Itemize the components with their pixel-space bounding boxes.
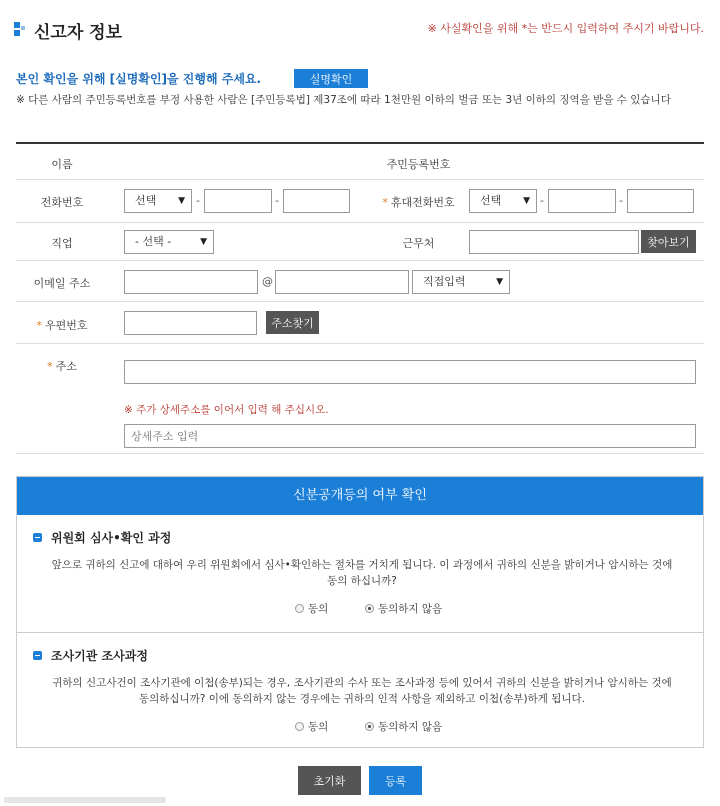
- radio-icon: [295, 604, 304, 613]
- page-header: [14, 18, 704, 44]
- page-title: 신고자 정보: [34, 23, 123, 43]
- zip-input[interactable]: [124, 311, 257, 335]
- verify-text: 본인 확인을 위해 [실명확인]을 진행해 주세요.: [16, 72, 262, 86]
- workplace-input[interactable]: [469, 230, 639, 254]
- radio-checked-icon: [365, 604, 374, 613]
- committee-agree-radio[interactable]: 동의: [295, 601, 328, 616]
- workplace-search-button[interactable]: 찾아보기: [641, 230, 696, 253]
- chevron-down-icon: ▼: [523, 196, 530, 206]
- row-job: [16, 223, 704, 261]
- section-desc: 앞으로 귀하의 신고에 대하여 우리 위원회에서 심사•확인하는 절차를 거치게 됩니다. 이 과정에서 귀하의 신분을 밝히거나 암시하는 것에 동의 하십니까?: [51, 559, 673, 587]
- agency-agree-radio[interactable]: 동의: [295, 719, 328, 734]
- phone-prefix-select[interactable]: 선택 ▼: [124, 189, 192, 213]
- reset-button[interactable]: 초기화: [298, 766, 361, 795]
- minus-square-icon: [33, 651, 42, 660]
- email-label: 이메일 주소: [33, 277, 91, 290]
- minus-square-icon: [33, 533, 42, 542]
- row-name: [16, 144, 704, 180]
- agency-investigation-section: [17, 632, 703, 749]
- reporter-form: [16, 142, 704, 454]
- phone-label: 전화번호: [40, 196, 84, 209]
- mobile-last-input[interactable]: [627, 189, 694, 213]
- section-title: 조사기관 조사과정: [51, 649, 148, 663]
- chevron-down-icon: ▼: [178, 196, 185, 206]
- consent-title: 신분공개등의 여부 확인: [17, 477, 703, 515]
- row-email: [16, 261, 704, 302]
- mobile-middle-input[interactable]: [548, 189, 616, 213]
- row-address: [16, 344, 704, 454]
- chevron-down-icon: ▼: [496, 277, 503, 287]
- real-name-verify-button[interactable]: 실명확인: [294, 69, 368, 88]
- rrn-warning: ※ 다른 사람의 주민등록번호를 부정 사용한 사람은 [주민등록법] 제37조에 따라 1천만원 이하의 벌금 또는 3년 이하의 징역을 받을 수 있습니다: [16, 94, 671, 106]
- email-domain-select[interactable]: 직접입력 ▼: [412, 270, 510, 294]
- committee-review-section: [17, 515, 703, 632]
- title-bullet-icon: [14, 22, 28, 38]
- phone-middle-input[interactable]: [204, 189, 272, 213]
- section-desc: 귀하의 신고사건이 조사기관에 이첩(송부)되는 경우, 조사기관의 수사 또는 조사과정 등에 있어서 귀하의 신분을 밝히거나 암시하는 것에 동의하십니까? 이에 동의하지 않는 경우에는 귀하의 인적 사항을 제외하고 이첩(송부)하게 됩니다.: [52, 677, 672, 705]
- horizontal-scrollbar[interactable]: [4, 797, 166, 803]
- committee-disagree-radio[interactable]: 동의하지 않음: [365, 601, 442, 616]
- name-label: 이름: [51, 158, 73, 171]
- zip-label: * 우편번호: [36, 319, 88, 332]
- detail-address-input[interactable]: [124, 424, 696, 448]
- job-select[interactable]: - 선택 - ▼: [124, 230, 214, 254]
- job-label: 직업: [51, 237, 73, 250]
- row-zip: [16, 302, 704, 344]
- rrn-label: 주민등록번호: [386, 158, 451, 171]
- mobile-prefix-select[interactable]: 선택 ▼: [469, 189, 537, 213]
- chevron-down-icon: ▼: [200, 237, 207, 247]
- address-input[interactable]: [124, 360, 696, 384]
- email-domain-input[interactable]: [275, 270, 409, 294]
- required-notice: ※ 사실확인을 위해 *는 반드시 입력하여 주시기 바랍니다.: [427, 22, 704, 35]
- phone-last-input[interactable]: [283, 189, 350, 213]
- submit-button[interactable]: 등록: [369, 766, 422, 795]
- row-phone: 전화번호 선택 ▼ - - * 휴대전화번호 선택 ▼ - -: [16, 180, 704, 223]
- work-label: 근무처: [402, 237, 435, 250]
- agency-disagree-radio[interactable]: 동의하지 않음: [365, 719, 442, 734]
- radio-icon: [295, 722, 304, 731]
- address-label: * 주소: [47, 360, 77, 373]
- mobile-label: * 휴대전화번호: [382, 196, 455, 209]
- email-id-input[interactable]: [124, 270, 258, 294]
- address-search-button[interactable]: 주소찾기: [266, 311, 319, 334]
- address-notice: ※ 주가 상세주소를 이어서 입력 해 주십시오.: [124, 404, 329, 416]
- section-title: 위원회 심사•확인 과정: [51, 531, 172, 545]
- identity-disclosure-consent: [16, 476, 704, 748]
- email-at-sign: @: [262, 275, 273, 288]
- identity-verify: [16, 70, 706, 87]
- radio-checked-icon: [365, 722, 374, 731]
